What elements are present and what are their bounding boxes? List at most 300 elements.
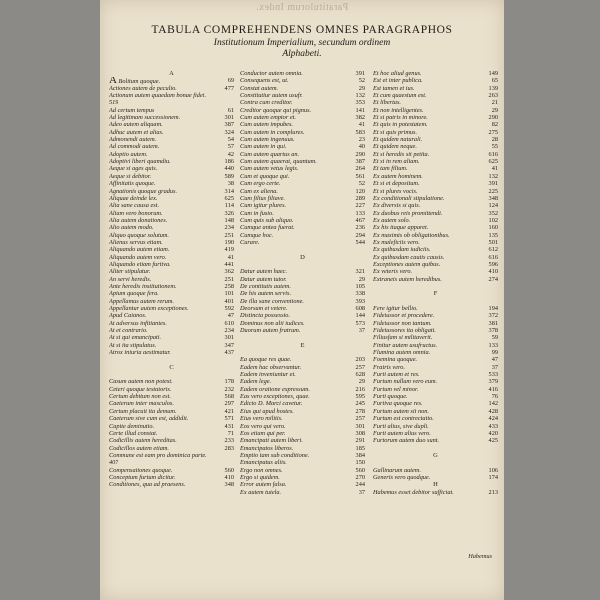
index-entry <box>240 386 365 393</box>
index-entry <box>373 173 498 180</box>
page-number: 29 <box>358 84 365 92</box>
index-entry <box>373 107 498 114</box>
entry-text: Aliquae deinde lex. <box>109 194 158 202</box>
index-entry <box>240 378 365 385</box>
index-entry <box>373 77 498 84</box>
entry-text: Cum ex aliena. <box>240 187 278 195</box>
entry-text: Alia autem donationes. <box>109 216 168 224</box>
page-number: 628 <box>355 371 365 379</box>
entry-text: Eius vero militis. <box>240 415 283 423</box>
entry-text: Et si et depositum. <box>373 180 420 188</box>
index-entry <box>240 327 365 334</box>
index-entry <box>109 143 234 150</box>
index-entry <box>373 312 498 319</box>
entry-text: Ex autem hominem. <box>373 172 423 180</box>
entry-text: Adeo autem aliquam. <box>109 121 163 129</box>
entry-text: Ex autem solo. <box>373 216 411 224</box>
page-number: 59 <box>491 334 498 342</box>
page-number: 213 <box>488 488 498 496</box>
page-number: 69 <box>227 77 234 85</box>
page-number: 290 <box>355 150 365 158</box>
entry-text: Constitutiur autem usufr. <box>240 92 303 100</box>
index-entry <box>109 188 234 195</box>
index-entry <box>109 217 234 224</box>
index-entry <box>240 121 365 128</box>
page-number: 105 <box>355 282 365 290</box>
spacer <box>240 261 365 268</box>
page-number: 378 <box>488 327 498 335</box>
index-entry <box>240 423 365 430</box>
page-number: 421 <box>224 407 234 415</box>
spacer <box>109 371 234 378</box>
index-entry <box>109 151 234 158</box>
index-entry <box>109 459 234 466</box>
entry-text: 519 <box>109 99 119 107</box>
page-number: 258 <box>224 282 234 290</box>
index-entry <box>109 481 234 488</box>
entry-text: Fideiussores ita obligati. <box>373 327 436 335</box>
index-entry <box>240 239 365 246</box>
index-entry <box>240 180 365 187</box>
index-entry <box>109 298 234 305</box>
index-entry <box>373 232 498 239</box>
index-entry <box>373 364 498 371</box>
entry-text: Furtum vel minor. <box>373 385 419 393</box>
page-number: 41 <box>491 165 498 173</box>
index-column-2 <box>240 70 365 496</box>
index-entry <box>240 210 365 217</box>
page-number: 234 <box>224 224 234 232</box>
index-entry <box>240 107 365 114</box>
index-entry <box>240 489 365 496</box>
index-entry <box>109 334 234 341</box>
index-entry <box>373 165 498 172</box>
index-entry <box>373 430 498 437</box>
index-entry <box>373 92 498 99</box>
page-number: 101 <box>224 290 234 298</box>
page-number: 133 <box>488 341 498 349</box>
page-number: 275 <box>488 128 498 136</box>
entry-text: Eos vero qui vero. <box>240 422 286 430</box>
entry-text: Constat autem. <box>240 84 279 92</box>
page-number: 416 <box>488 385 498 393</box>
entry-text: Fideiussor et procedere. <box>373 312 435 320</box>
index-entry <box>240 129 365 136</box>
page-number: 190 <box>224 238 234 246</box>
index-entry <box>109 246 234 253</box>
index-entry <box>109 254 234 261</box>
spacer <box>109 356 234 363</box>
page-number: 106 <box>488 466 498 474</box>
spacer <box>373 283 498 290</box>
page-number: 102 <box>488 216 498 224</box>
entry-text: Contra cum creditor. <box>240 99 293 107</box>
entry-text: Emancipati autem liberi. <box>240 437 303 445</box>
entry-text: Adoptivi liberi quamdiu. <box>109 158 171 166</box>
index-entry <box>373 202 498 209</box>
entry-text: Furti autem et res. <box>373 371 420 379</box>
entry-text: Agnationis quoque gradus. <box>109 187 178 195</box>
index-entry <box>373 356 498 363</box>
index-entry <box>373 467 498 474</box>
entry-text: Capite deminutio. <box>109 422 155 430</box>
index-entry <box>240 445 365 452</box>
entry-text: Aliquo quoque solutum. <box>109 231 169 239</box>
index-entry <box>240 312 365 319</box>
page-number: 283 <box>224 444 234 452</box>
entry-text: Et quidem neque. <box>373 143 417 151</box>
page-number: 420 <box>488 429 498 437</box>
entry-text: Furti quoque. <box>373 393 408 401</box>
entry-text: Admonendi autem. <box>109 136 157 144</box>
page-number: 71 <box>227 429 234 437</box>
index-entry <box>373 188 498 195</box>
index-entry <box>240 151 365 158</box>
entry-text: Compensationes quoque. <box>109 466 173 474</box>
page-number: 544 <box>355 238 365 246</box>
entry-text: Cum quis sub aliquo. <box>240 216 294 224</box>
entry-text: Actiones autem de peculio. <box>109 84 177 92</box>
page-number: 150 <box>355 459 365 467</box>
index-entry <box>109 393 234 400</box>
index-entry <box>240 320 365 327</box>
spacer <box>373 298 498 305</box>
entry-text: Generis vero quodque. <box>373 473 431 481</box>
index-entry <box>109 136 234 143</box>
index-entry <box>373 158 498 165</box>
index-entry <box>373 474 498 481</box>
entry-text: Emancipatus aliis. <box>240 459 287 467</box>
spacer <box>240 334 365 341</box>
page-number: 251 <box>224 231 234 239</box>
index-entry <box>240 158 365 165</box>
entry-text: Apium quoque fera. <box>109 290 159 298</box>
index-entry <box>373 246 498 253</box>
spacer <box>373 459 498 466</box>
page-number: 625 <box>224 194 234 202</box>
entry-text: A Bolitum quoque. <box>109 77 160 84</box>
entry-text: Emptio tam sub conditione. <box>240 451 310 459</box>
page-number: 326 <box>224 209 234 217</box>
entry-text: Filiusfam si militaverit. <box>373 334 433 342</box>
page-number: 244 <box>355 481 365 489</box>
entry-text: Ex his itaque apparet. <box>373 224 429 232</box>
entry-text: Apud Caianos. <box>109 312 147 320</box>
page-title: TABULA COMPREHENDENS OMNES PARAGRAPHOS <box>151 24 453 36</box>
index-entry <box>240 114 365 121</box>
entry-text: Cumque hoc. <box>240 231 274 239</box>
index-entry <box>109 474 234 481</box>
page-number: 124 <box>488 202 498 210</box>
index-entry <box>240 70 365 77</box>
index-entry <box>109 400 234 407</box>
page-number: 120 <box>355 187 365 195</box>
page-number: 178 <box>224 378 234 386</box>
entry-text: Est tamen et ius. <box>373 84 415 92</box>
entry-text: At adversus infitiantes. <box>109 319 167 327</box>
page-number: 352 <box>488 209 498 217</box>
index-entry <box>373 114 498 121</box>
page-number: 216 <box>355 385 365 393</box>
page-number: 55 <box>491 143 498 151</box>
page-number: 440 <box>224 165 234 173</box>
index-entry <box>240 400 365 407</box>
entry-text: Eas vero exceptiones, quae. <box>240 393 310 401</box>
drop-capital: A <box>109 77 117 85</box>
book-page <box>100 0 504 600</box>
page-number: 560 <box>224 466 234 474</box>
entry-text: Cum autem quartus an. <box>240 150 300 158</box>
page-number: 38 <box>227 180 234 188</box>
page-number: 321 <box>355 268 365 276</box>
bleed-through-text: Paratitulorum Index. <box>255 2 349 13</box>
entry-text: Edicto D. Marci cavetur. <box>240 400 303 408</box>
entry-text: Dominus non alii iudices. <box>240 319 305 327</box>
page-number: 23 <box>358 136 365 144</box>
entry-text: Habemus esset debitor sufficiat. <box>373 488 454 496</box>
entry-text: Ex quibusdam cautis causis. <box>373 253 445 261</box>
entry-text: Appellantur autem exceptiones. <box>109 305 189 312</box>
entry-text: Conceptum furtum dicitur. <box>109 473 176 481</box>
index-entry <box>373 195 498 202</box>
entry-text: Curare. <box>240 238 260 246</box>
entry-text: Eadem lege. <box>240 378 272 386</box>
entry-text: Alia sane causa est. <box>109 202 160 210</box>
index-entry <box>373 408 498 415</box>
entry-text: Caeterum sive cum est, addidit. <box>109 415 189 423</box>
page-number: 501 <box>488 238 498 246</box>
index-entry <box>373 437 498 444</box>
page-number: 608 <box>355 305 365 312</box>
page-number: 185 <box>355 444 365 452</box>
entry-text: Foemina quoque. <box>373 356 418 364</box>
page-number: 384 <box>355 451 365 459</box>
page-number: 308 <box>355 429 365 437</box>
index-entry <box>109 173 234 180</box>
index-entry <box>373 320 498 327</box>
index-entry <box>109 232 234 239</box>
entry-text: Commune est eam pro dominica parte. <box>109 451 207 459</box>
index-entry <box>373 268 498 275</box>
entry-text: Aliquando autem etiam. <box>109 246 170 254</box>
page-number: 142 <box>488 400 498 408</box>
spacer <box>373 445 498 452</box>
entry-text: Cum autem vetus legis. <box>240 165 299 173</box>
index-entry <box>240 305 365 312</box>
page-number: 348 <box>224 481 234 489</box>
spacer <box>240 246 365 253</box>
entry-text: Et libertas. <box>373 99 401 107</box>
index-entry <box>240 224 365 231</box>
index-entry <box>373 261 498 268</box>
entry-text: Fere igitur bellio. <box>373 305 418 312</box>
index-entry <box>373 217 498 224</box>
entry-text: Furti alius, sive dupli. <box>373 422 429 430</box>
entry-text: Ex maleficiis vero. <box>373 238 420 246</box>
entry-text: Aliquando etiam furtiva. <box>109 260 171 268</box>
page-number: 616 <box>488 253 498 261</box>
entry-text: At si ita stipulatus. <box>109 341 157 349</box>
index-entry <box>240 459 365 466</box>
entry-text: Cum autem impubes. <box>240 121 293 129</box>
entry-text: Ergo non omnes. <box>240 466 283 474</box>
entry-text: Certum debitum non est. <box>109 393 171 401</box>
index-entry <box>240 371 365 378</box>
entry-text: Cum autem ingenuus. <box>240 136 295 144</box>
index-entry <box>109 386 234 393</box>
page-number: 347 <box>224 341 234 349</box>
index-entry <box>109 99 234 106</box>
entry-text: Et hoc aliud genus. <box>373 70 422 77</box>
index-entry <box>373 276 498 283</box>
entry-text: Furtum est contrectatio. <box>373 415 434 423</box>
index-entry <box>109 158 234 165</box>
page-number: 139 <box>488 84 498 92</box>
index-entry <box>373 393 498 400</box>
index-entry <box>240 165 365 172</box>
page-number: 132 <box>488 172 498 180</box>
page-number: 41 <box>358 121 365 129</box>
page-number: 324 <box>224 128 234 136</box>
entry-text: Cum ergo certe. <box>240 180 281 188</box>
index-entry <box>109 268 234 275</box>
entry-text: Alienus servus etiam. <box>109 238 163 246</box>
entry-text: Ea quoque res quae. <box>240 356 292 364</box>
entry-text: Aeque si debitor. <box>109 172 152 180</box>
page-number: 348 <box>488 194 498 202</box>
page-number: 61 <box>227 106 234 114</box>
entry-text: Alio autem modo. <box>109 224 154 232</box>
page-number: 29 <box>358 275 365 283</box>
page-number: 425 <box>488 437 498 445</box>
page-number: 232 <box>224 385 234 393</box>
entry-text: Finitur autem usufructus. <box>373 341 438 349</box>
entry-text: Deorsum et vetere. <box>240 305 288 312</box>
page-number: 561 <box>355 172 365 180</box>
index-entry <box>240 77 365 84</box>
index-entry <box>109 467 234 474</box>
section-letter: G <box>433 451 438 459</box>
index-entry <box>373 400 498 407</box>
index-entry <box>240 437 365 444</box>
index-entry <box>240 452 365 459</box>
entry-text: Casum autem non potest. <box>109 378 173 386</box>
section-letter: D <box>300 253 305 261</box>
index-entry <box>240 202 365 209</box>
page-number <box>232 92 234 99</box>
entry-text: Ad legitimam successionem. <box>109 114 181 122</box>
page-number: 433 <box>488 422 498 430</box>
page-number: 595 <box>355 393 365 401</box>
index-entry <box>109 92 234 99</box>
page-number: 114 <box>224 202 234 210</box>
index-entry <box>240 92 365 99</box>
page-number: 410 <box>488 268 498 276</box>
entry-text: Aeque si ages quis. <box>109 165 158 173</box>
entry-text: Cumque antea fuerat. <box>240 224 295 232</box>
index-entry <box>109 276 234 283</box>
page-number: 57 <box>227 143 234 151</box>
entry-text: Fratris vero. <box>373 363 405 371</box>
page-number: 21 <box>491 99 498 107</box>
index-entry <box>240 430 365 437</box>
entry-text: Cum autem quaerat, quantum. <box>240 158 317 166</box>
page-number: 82 <box>491 121 498 129</box>
index-entry <box>109 121 234 128</box>
page-number: 362 <box>224 268 234 276</box>
index-entry <box>109 210 234 217</box>
entry-text: Furtiva quoque res. <box>373 400 423 408</box>
entry-text: Cum autem emptor et. <box>240 114 296 122</box>
index-entry <box>109 290 234 297</box>
index-entry <box>240 467 365 474</box>
entry-text: Atrox iniuria aestimatur. <box>109 349 171 357</box>
index-entry <box>109 342 234 349</box>
index-entry <box>240 143 365 150</box>
subtitle-line-2: Alphabeti. <box>282 49 322 59</box>
index-entry <box>240 195 365 202</box>
page-number: 387 <box>224 121 234 129</box>
entry-text: De contitutis autem. <box>240 282 291 290</box>
index-entry <box>373 349 498 356</box>
entry-text: Et si plures vocis. <box>373 187 418 195</box>
entry-text: Ergo si quidem. <box>240 473 280 481</box>
entry-text: Ad certum tempus <box>109 106 155 114</box>
entry-text: Furti autem alius vero. <box>373 429 431 437</box>
section-letter: A <box>169 70 174 77</box>
index-entry <box>373 143 498 150</box>
page-number: 612 <box>488 246 498 254</box>
page-number: 571 <box>224 415 234 423</box>
page-number: 625 <box>488 158 498 166</box>
entry-text: Aliter stipulatur. <box>109 268 151 276</box>
page-number: 289 <box>355 194 365 202</box>
page-number: 47 <box>227 312 234 320</box>
section-letter: C <box>169 363 174 371</box>
entry-text: Adoptio autem. <box>109 150 148 158</box>
entry-text: Ex autem tutela. <box>240 488 282 496</box>
index-entry <box>109 180 234 187</box>
entry-text: Ex veteris vero. <box>373 268 413 276</box>
page-number: 186 <box>224 158 234 166</box>
index-entry <box>109 320 234 327</box>
entry-text: Exceptiones autem quibus. <box>373 260 441 268</box>
page-number: 410 <box>224 473 234 481</box>
index-entry <box>240 298 365 305</box>
entry-text: Ex diversis si quis. <box>373 202 421 210</box>
page-number: 338 <box>355 290 365 298</box>
index-entry <box>109 305 234 312</box>
page-number: 251 <box>224 275 234 283</box>
entry-text: Conditiones, qua ad praesens. <box>109 481 186 489</box>
entry-text: Codicillos autem etiam. <box>109 444 169 452</box>
entry-text: Cum et quoque qui. <box>240 172 290 180</box>
entry-text: Ex quibusdam iudiciis. <box>373 246 431 254</box>
index-entry <box>109 129 234 136</box>
index-entry <box>373 386 498 393</box>
entry-text: Cum autem in complures. <box>240 128 305 136</box>
index-entry <box>109 85 234 92</box>
page-number: 174 <box>488 473 498 481</box>
entry-text: Codicillis autem hereditas. <box>109 437 177 445</box>
page-number: 264 <box>355 165 365 173</box>
page-number: 583 <box>355 128 365 136</box>
index-entry <box>373 180 498 187</box>
entry-text: Consequens est, ut. <box>240 77 289 85</box>
page-number <box>232 99 234 106</box>
index-entry <box>109 77 234 84</box>
index-entry <box>109 452 234 459</box>
